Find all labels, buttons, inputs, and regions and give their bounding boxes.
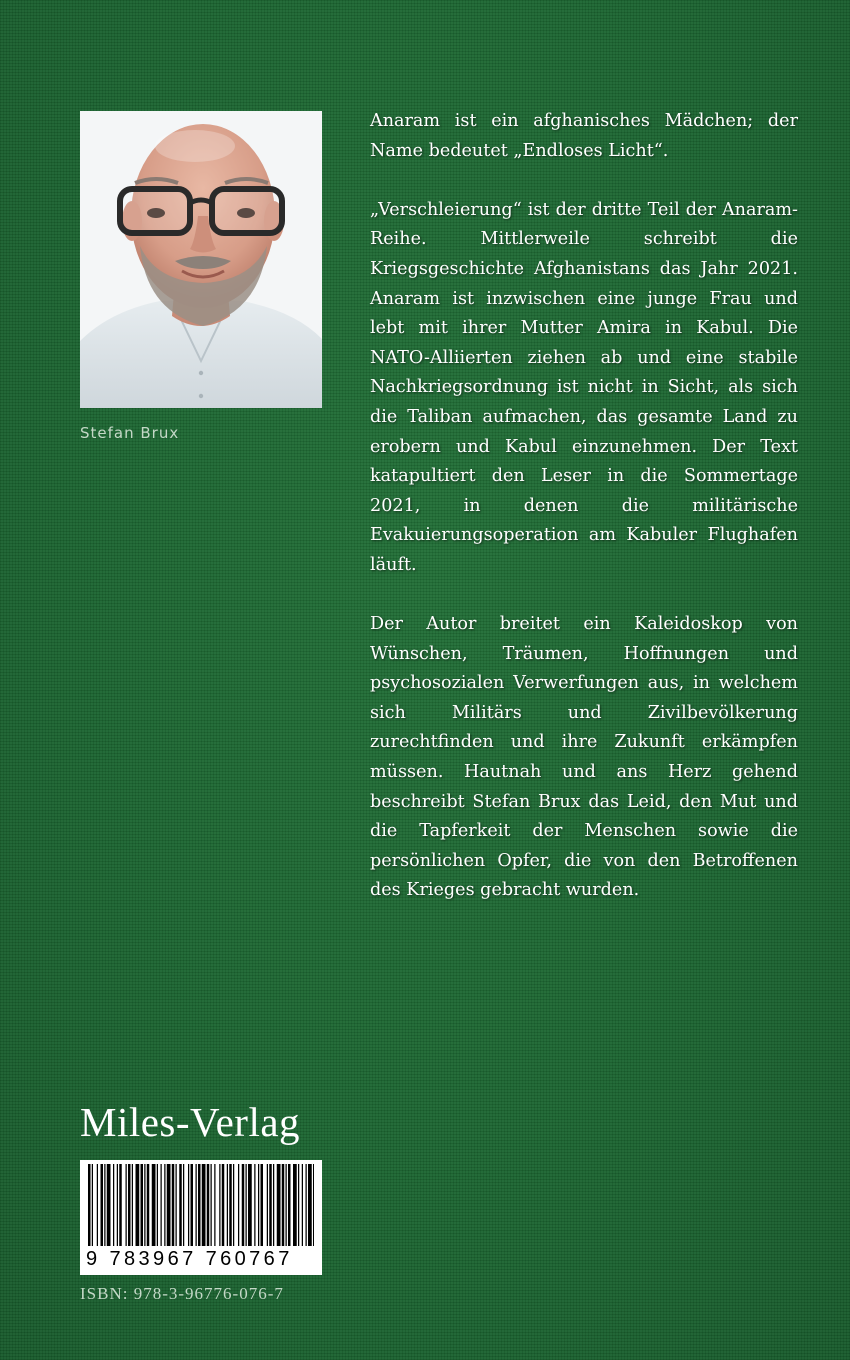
- isbn-number: ISBN: 978-3-96776-076-7: [80, 1284, 284, 1303]
- isbn-barcode: [80, 1160, 322, 1275]
- blurb-paragraph-3: Der Autor breitet ein Kaleidoskop von Wünschen, Träumen, Hoffnungen und psychosozialen Verwerfungen aus, in welchem sich Militärs und Zivilbevölkerung zurechtfinden und ihre Zukunft erkämpfen müssen. Hautnah und ans Herz gehend beschreibt Stefan Brux das Leid, den Mut und die Tapferkeit der Menschen sowie die persönlichen Opfer, die von den Betroffenen des Krieges gebracht wurden.: [370, 614, 798, 901]
- publisher-name: Miles-Verlag: [80, 1099, 301, 1145]
- author-name-caption: Stefan Brux: [80, 424, 180, 442]
- author-photo: [80, 111, 322, 408]
- barcode-digits: 9 783967 760767: [84, 1248, 320, 1271]
- blurb-paragraph-2: „Verschleierung“ ist der dritte Teil der Anaram-Reihe. Mittlerweile schreibt die Kriegsgeschichte Afghanistans das Jahr 2021. Anaram ist inzwischen eine junge Frau und lebt mit ihrer Mutter Amira in Kabul. Die NATO-Alliierten ziehen ab und eine stabile Nachkriegsordnung ist nicht in Sicht, als sich die Taliban aufmachen, das gesamte Land zu erobern und Kabul einzunehmen. Der Text katapultiert den Leser in die Sommertage 2021, in denen die militärische Evakuierungsoperation am Kabuler Flughafen läuft.: [370, 199, 798, 575]
- blurb-paragraph-1: Anaram ist ein afghanisches Mädchen; der Name bedeutet „Endloses Licht“.: [370, 111, 798, 161]
- back-cover-blurb: [370, 107, 798, 936]
